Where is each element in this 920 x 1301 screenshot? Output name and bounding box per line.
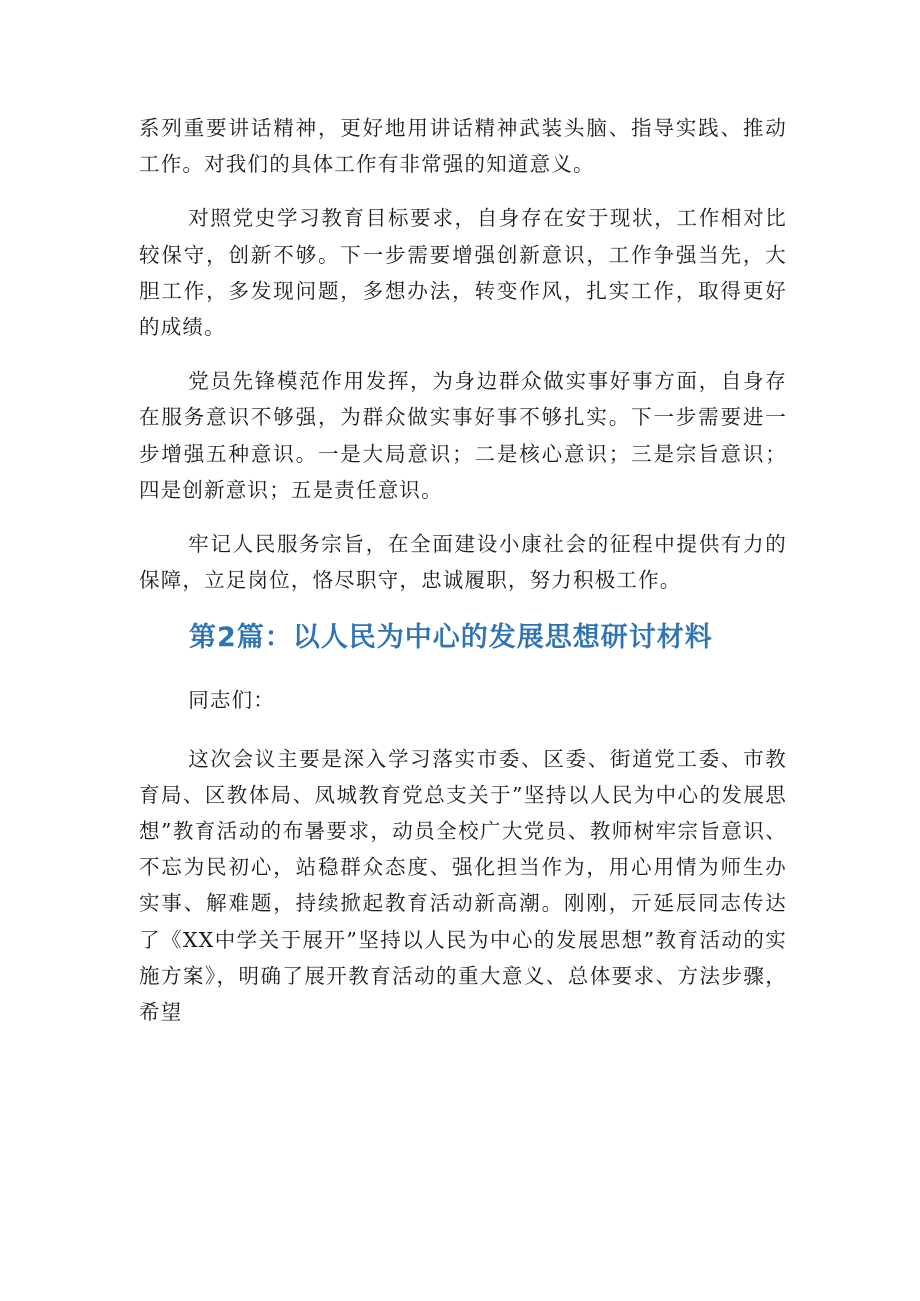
salutation: 同志们： (188, 688, 275, 713)
paragraph-4: 牢记人民服务宗旨，在全面建设小康社会的征程中提供有力的保障，立足岗位，恪尽职守，忠诚履职，努力积极工作。 (139, 532, 787, 593)
paragraph-3: 党员先锋模范作用发挥，为身边群众做实事好事方面，自身存在服务意识不够强，为群众做实事好事不够扎实。下一步需要进一步增强五种意识。一是大局意识；二是核心意识；三是宗旨意识；四是创新意识；五是责任意识。 (139, 369, 787, 502)
paragraph-5: 这次会议主要是深入学习落实市委、区委、街道党工委、市教育局、区教体局、凤城教育党总支关于”坚持以人民为中心的发展思想”教育活动的布暑要求，动员全校广大党员、教师树牢宗旨意识、不忘为民初心，站稳群众态度、强化担当作为，用心用情为师生办实事、解难题，持续掀起教育活动新高潮。刚刚，亓延辰同志传达了《XX中学关于展开”坚持以人民为中心的发展思想”教育活动的实施方案》，明确了展开教育活动的重大意义、总体要求、方法步骤，希望 (139, 746, 787, 1025)
document-body (139, 110, 787, 1048)
paragraph-2: 对照党史学习教育目标要求，自身存在安于现状，工作相对比较保守，创新不够。下一步需要增强创新意识，工作争强当先，大胆工作，多发现问题，多想办法，转变作风，扎实工作，取得更好的成绩。 (139, 206, 787, 340)
section-heading: 第2篇：以人民为中心的发展思想研讨材料 (189, 622, 713, 654)
paragraph-1: 系列重要讲话精神，更好地用讲话精神武装头脑、指导实践、推动工作。对我们的具体工作有非常强的知道意义。 (139, 116, 787, 177)
